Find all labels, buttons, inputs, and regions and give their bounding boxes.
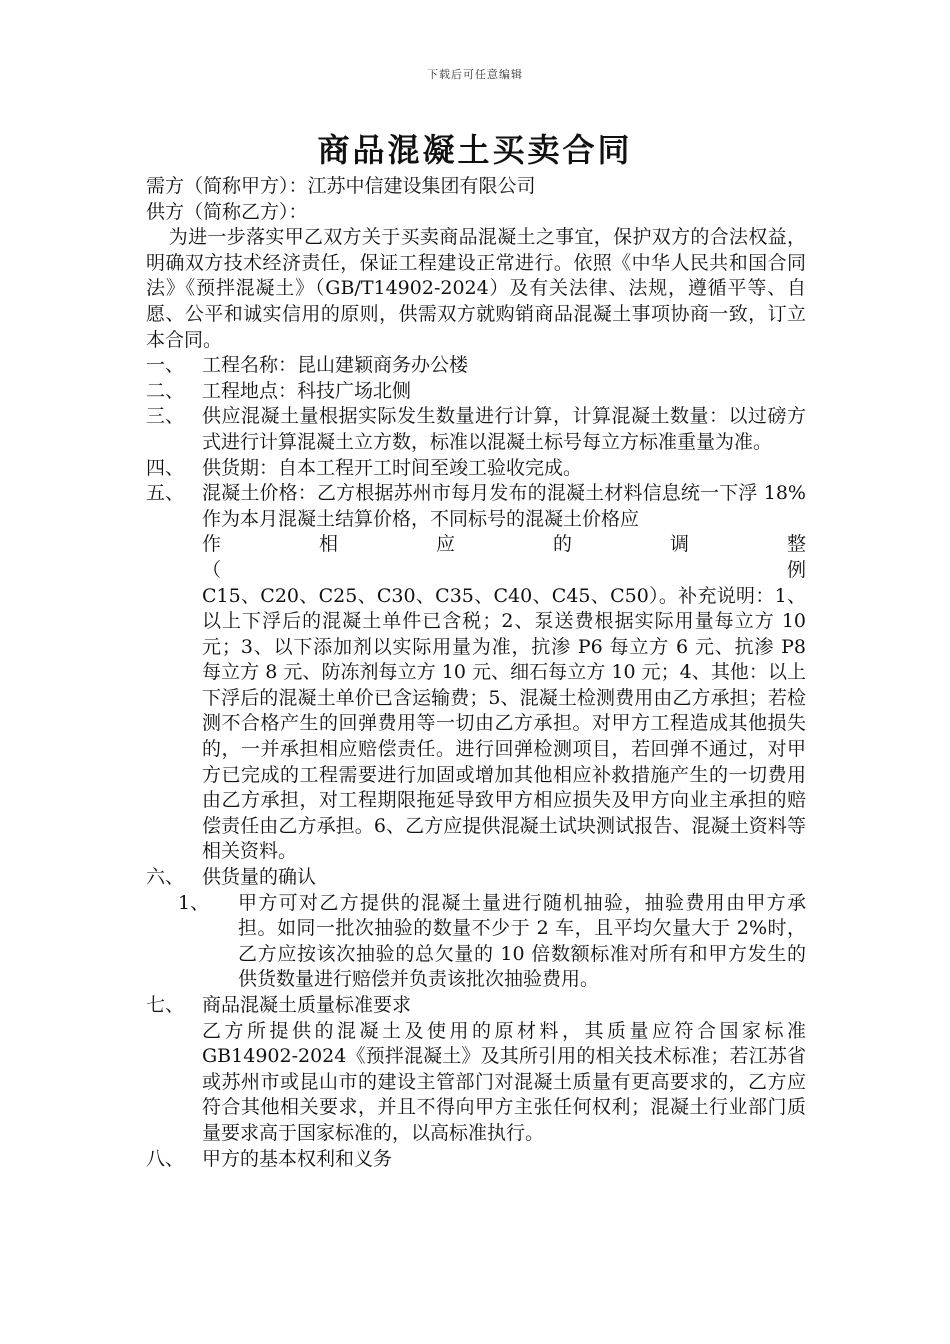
section-text: 供应混凝土量根据实际发生数量进行计算，计算混凝土数量：以过磅方式进行计算混凝土立方数，标准以混凝土标号每立方标准重量为准。 bbox=[202, 405, 806, 453]
section-number: 三、 bbox=[146, 405, 185, 428]
section-number: 五、 bbox=[146, 482, 185, 505]
section-6 bbox=[146, 865, 806, 891]
buyer-line: 需方（简称甲方）：江苏中信建设集团有限公司 bbox=[146, 175, 536, 197]
section-8 bbox=[146, 1147, 806, 1173]
price-text-part-c: C15、C20、C25、C30、C35、C40、C45、C50）。补充说明：1、以上下浮后的混凝土单件已含税；2、泵送费根据实际用量每立方 10 元；3、以下添加剂以实际用量为准，抗渗 P6 每立方 6 元、抗渗 P8 每立方 8 元、防冻剂每立方 10 元、细石每立方 10 元；4、其他：以上下浮后的混凝土单价已含运输费；5、混凝土检测费用由乙方承担；若检测不合格产生的回弹费用等一切由乙方承担。对甲方工程造成其他损失的，一并承担相应赔偿责任。进行回弹检测项目，若回弹不通过，对甲方已完成的工程需要进行加固或增加其他相应补救措施产生的一切费用由乙方承担，对工程期限拖延导致甲方相应损失及甲方向业主承担的赔偿责任由乙方承担。6、乙方应提供混凝土试块测试报告、混凝土资料等相关资料。 bbox=[202, 584, 806, 863]
intro-paragraph: 为进一步落实甲乙双方关于买卖商品混凝土之事宜，保护双方的合法权益，明确双方技术经济责任，保证工程建设正常进行。依照《中华人民共和国合同法》《预拌混凝土》（GB/T14902-2024）及有关法律、法规，遵循平等、自愿、公平和诚实信用的原则，供需双方就购销商品混凝土事项协商一致，订立本合同。 bbox=[146, 226, 806, 351]
page-header: 下载后可任意编辑 bbox=[427, 68, 523, 81]
contract-title: 商品混凝土买卖合同 bbox=[317, 131, 633, 169]
section-text bbox=[202, 481, 902, 865]
section-text: 工程地点：科技广场北侧 bbox=[202, 379, 412, 402]
section-text: 供货期：自本工程开工时间至竣工验收完成。 bbox=[202, 456, 583, 479]
section-5 bbox=[146, 481, 902, 865]
section-text: 供货量的确认 bbox=[202, 866, 317, 889]
section-number: 八、 bbox=[146, 1147, 185, 1170]
price-text-spread-line: 作 相 应 的 调 整 （ 例 bbox=[202, 533, 902, 581]
section-2 bbox=[146, 379, 806, 405]
section-number: 一、 bbox=[146, 354, 185, 377]
clause-text: 甲方可对乙方提供的混凝土量进行随机抽验，抽验费用由甲方承担。如同一批次抽验的数量不少于 2 车，且平均欠量大于 2%时，乙方应按该次抽验的总欠量的 10 倍数额标准对所有和甲方发生的供货数量进行赔偿并负责该批次抽验费用。 bbox=[238, 891, 806, 991]
contract-body bbox=[146, 174, 902, 1172]
section-4 bbox=[146, 456, 806, 482]
section-number: 七、 bbox=[146, 994, 185, 1016]
section-text: 甲方的基本权利和义务 bbox=[202, 1147, 393, 1170]
section-6-clause-1 bbox=[146, 891, 806, 993]
section-number: 六、 bbox=[146, 866, 185, 889]
price-text-part-a: 混凝土价格：乙方根据苏州市每月发布的混凝土材料信息统一下浮 18%作为本月混凝土结算价格，不同标号的混凝土价格应 bbox=[202, 482, 806, 530]
clause-number: 1、 bbox=[178, 891, 210, 914]
section-number: 二、 bbox=[146, 379, 185, 402]
section-7 bbox=[146, 993, 806, 1019]
section-1 bbox=[146, 353, 806, 379]
section-text: 工程名称：昆山建颖商务办公楼 bbox=[202, 354, 469, 377]
section-7-body: 乙方所提供的混凝土及使用的原材料，其质量应符合国家标准 GB14902-2024《预拌混凝土》及其所引用的相关技术标准；若江苏省或苏州市或昆山市的建设主管部门对混凝土质量有更高要求的，乙方应符合其他相关要求，并且不得向甲方主张任何权利；混凝土行业部门质量要求高于国家标准的，以高标准执行。 bbox=[202, 1019, 806, 1144]
section-text: 商品混凝土质量标准要求 bbox=[202, 994, 412, 1016]
section-number: 四、 bbox=[146, 456, 185, 479]
seller-line: 供方（简称乙方）： bbox=[146, 200, 308, 223]
section-3 bbox=[146, 404, 806, 455]
